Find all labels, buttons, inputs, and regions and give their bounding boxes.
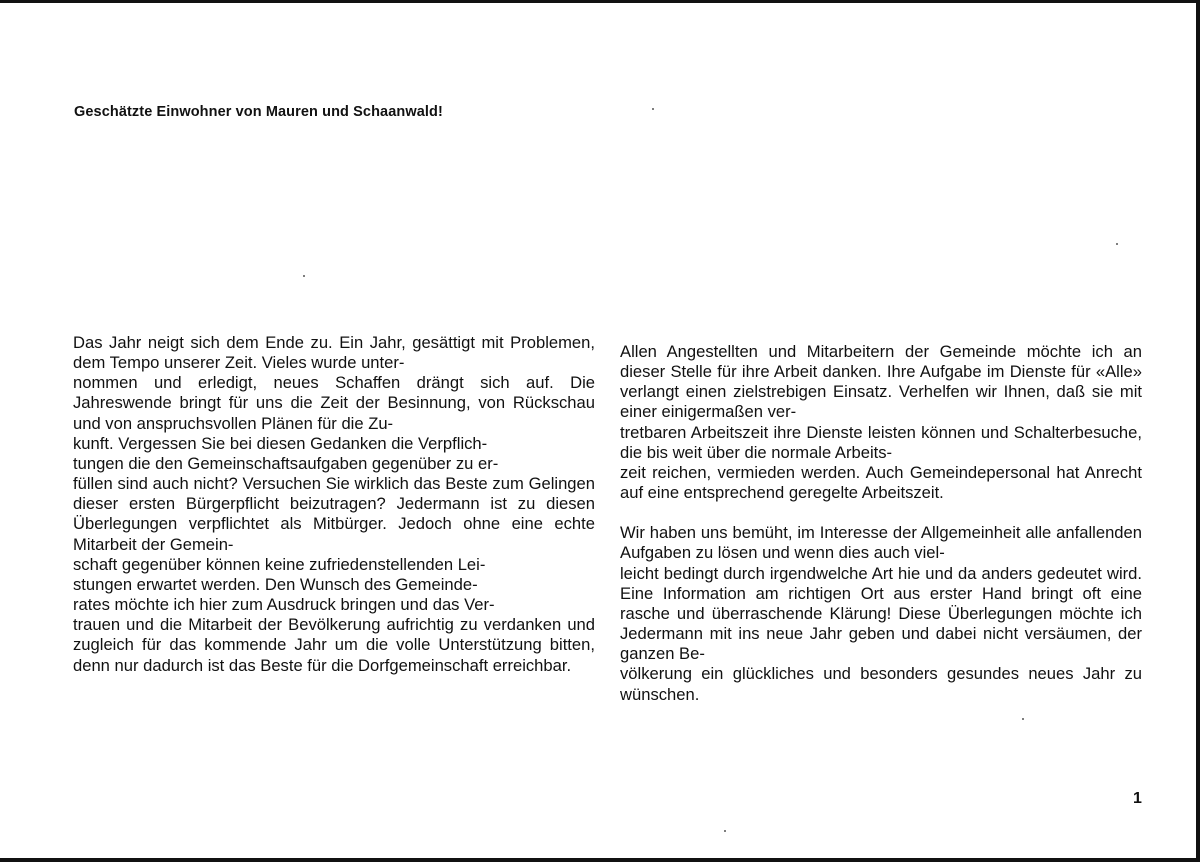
paragraph: Allen Angestellten und Mitarbeitern der Gemeinde möchte ich an dieser Stelle für ihre Arbeit danken. Ihre Aufgabe im Dienste für «Alle» verlangt einen zielstrebigen Einsatz. Verhelfen wir Ihnen, daß sie mit einer einigermaßen ver- tretbaren Arbeitszeit ihre Dienste leisten können und Schalterbesuche, die bis weit über die normale Arbeits- zeit reichen, vermieden werden. Auch Gemeindepersonal hat Anrecht auf eine entsprechend geregelte Arbeitszeit. bbox=[620, 342, 1142, 503]
text-column-left bbox=[73, 333, 595, 676]
scan-speck bbox=[303, 275, 305, 277]
letter-heading: Geschätzte Einwohner von Mauren und Schaanwald! bbox=[74, 104, 443, 120]
scan-speck bbox=[724, 830, 726, 832]
paragraph: Das Jahr neigt sich dem Ende zu. Ein Jahr, gesättigt mit Problemen, dem Tempo unserer Zeit. Vieles wurde unter- nommen und erledigt, neues Schaffen drängt sich auf. Die Jahreswende bringt für uns die Zeit der Besinnung, von Rückschau und von anspruchsvollen Plänen für die Zu- kunft. Vergessen Sie bei diesen Gedanken die Verpflich- tungen die den Gemeinschaftsaufgaben gegenüber zu er- füllen sind auch nicht? Versuchen Sie wirklich das Beste zum Gelingen dieser ersten Bürgerpflicht beizutragen? Jedermann ist zu diesen Überlegungen verpflichtet als Mitbürger. Jedoch ohne eine echte Mitarbeit der Gemein- schaft gegenüber können keine zufriedenstellenden Lei- stungen erwartet werden. Den Wunsch des Gemeinde- rates möchte ich hier zum Ausdruck bringen und das Ver- trauen und die Mitarbeit der Bevölkerung aufrichtig zu verdanken und zugleich für das kommende Jahr um die volle Unterstützung bitten, denn nur dadurch ist das Beste für die Dorfgemeinschaft erreichbar. bbox=[73, 333, 595, 675]
scan-speck bbox=[1022, 718, 1024, 720]
page-border-right bbox=[1196, 0, 1200, 862]
page-border-top bbox=[0, 0, 1200, 3]
text-column-right bbox=[620, 342, 1142, 705]
scan-speck bbox=[652, 108, 654, 110]
scan-speck bbox=[1116, 243, 1118, 245]
page-border-bottom bbox=[0, 858, 1200, 862]
paragraph: Wir haben uns bemüht, im Interesse der Allgemeinheit alle anfallenden Aufgaben zu lösen und wenn dies auch viel- leicht bedingt durch irgendwelche Art hie und da anders gedeutet wird. Eine Information am richtigen Ort aus erster Hand bringt oft eine rasche und überraschende Klärung! Diese Überlegungen möchte ich Jedermann mit ins neue Jahr geben und dabei nicht versäumen, der ganzen Be- völkerung ein glückliches und besonders gesundes neues Jahr zu wünschen. bbox=[620, 523, 1142, 704]
page-number: 1 bbox=[1133, 790, 1142, 807]
